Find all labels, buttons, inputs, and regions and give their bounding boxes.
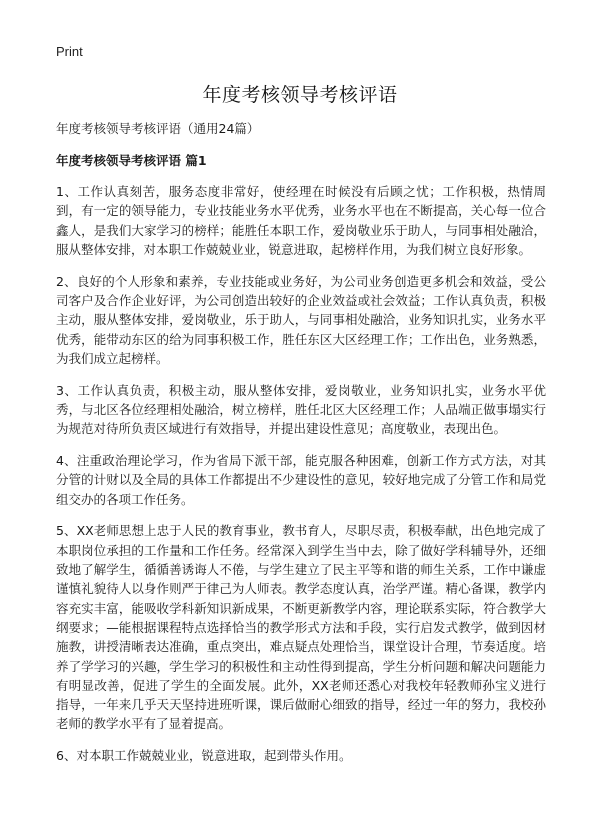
section-heading: 年度考核领导考核评语 篇1 (56, 153, 207, 168)
paragraph-3: 3、工作认真负责，积极主动，服从整体安排，爱岗敬业，业务知识扎实，业务水平优秀，与北区各位经理相处融洽，树立榜样，胜任北区大区经理工作；人品端正做事塌实行为规范对待所负责区域进行有效指导，并提出建设性意见；高度敬业，表现出色。 (56, 382, 546, 437)
document-title: 年度考核领导考核评语 (202, 84, 398, 106)
paragraph-4: 4、注重政治理论学习，作为省局下派干部，能克服各种困难，创新工作方式方法，对其分管的计财以及全局的具体工作都提出不少建设性的意见，较好地完成了分管工作和局党组交办的各项工作任务。 (56, 453, 546, 507)
paragraph-5: 5、XX老师思想上忠于人民的教育事业，教书育人，尽职尽责，积极奉献，出色地完成了本职岗位承担的工作量和工作任务。经常深入到学生当中去，除了做好学科辅导外，还细致地了解学生，循循善诱诲人不倦，与学生建立了民主平等和谐的师生关系，工作中谦虚谨慎礼貌待人以身作则严于律己为人师表。教学态度认真，治学严谨。精心备课，教学内容充实丰富，能吸收学科新知识新成果，不断更新教学内容，理论联系实际，符合教学大纲要求；—能根据课程特点选择恰当的教学形式方法和手段，实行启发式教学，做到因材施教，讲授清晰表达准确，重点突出，难点疑点处理恰当，课堂设计合理，节奏适度。培养了学学习的兴趣，学生学习的积极性和主动性得到提高，学生分析问题和解决问题能力有明显改善，促进了学生的全面发展。此外，XX老师还悉心对我校年轻教师孙宝义进行指导，一年来几乎天天坚持进班听课，课后做耐心细致的指导，经过一年的努力，我校孙老师的教学水平有了显着提高。 (56, 523, 546, 732)
paragraph-6: 6、对本职工作兢兢业业，锐意进取，起到带头作用。 (56, 748, 352, 764)
print-link[interactable]: Print (56, 44, 83, 59)
document-body (56, 120, 546, 778)
paragraph-2: 2、良好的个人形象和素养，专业技能或业务好，为公司业务创造更多机会和效益，受公司客户及合作企业好评，为公司创造出较好的企业效益或社会效益；工作认真负责，积极主动，服从整体安排，爱岗敬业，乐于助人，与同事相处融洽，业务知识扎实，业务水平优秀，能带动东区的给为同事积极工作，胜任东区大区经理工作；工作出色，业务熟悉，为我们成立起榜样。 (56, 273, 546, 366)
document-subtitle: 年度考核领导考核评语（通用24篇） (56, 121, 260, 136)
paragraph-1: 1、工作认真刻苦，服务态度非常好，使经理在时候没有后顾之忧；工作积极，热情周到，有一定的领导能力，专业技能业务水平优秀，业务水平也在不断提高，关心每一位合鑫人，是我们大家学习的榜样；能胜任本职工作，爱岗敬业乐于助人，与同事相处融洽，服从整体安排，对本职工作兢兢业业，锐意进取，起榜样作用，为我们树立良好形象。 (56, 184, 546, 257)
